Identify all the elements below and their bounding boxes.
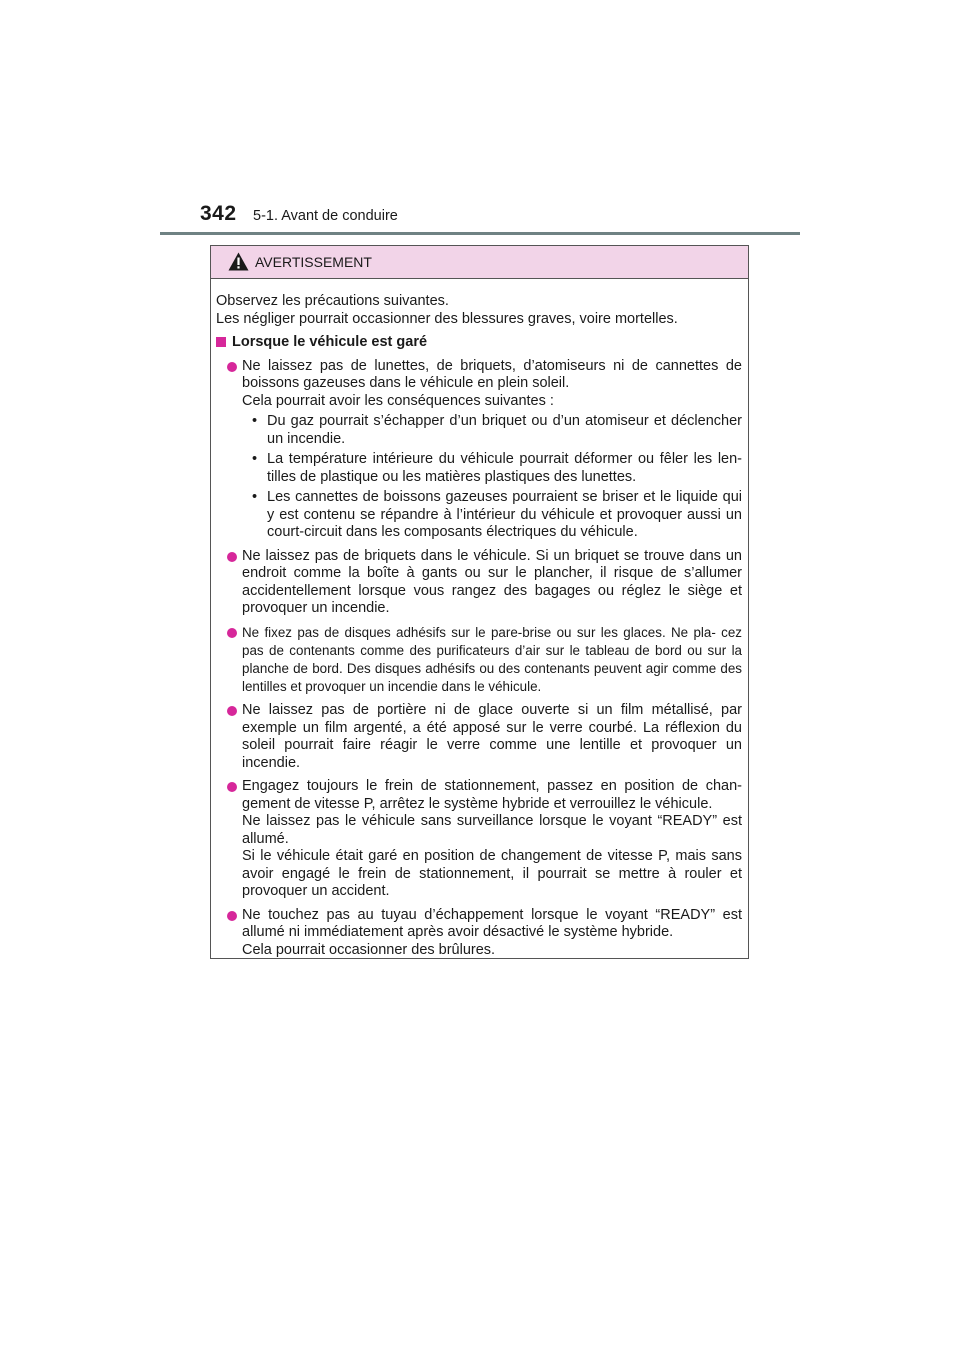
warning-bullet (216, 624, 742, 697)
sub-item (252, 451, 742, 486)
warning-triangle-icon (228, 252, 249, 271)
section-title: 5-1. Avant de conduire (253, 208, 398, 224)
bullet-paragraph: Ne laissez pas le véhicule sans surveillance lorsque le voyant “READY” est allumé. (242, 813, 742, 847)
warning-body (211, 279, 748, 959)
section-heading (216, 334, 742, 352)
bullet-paragraph: Ne fixez pas de disques adhésifs sur le pare-brise ou sur les glaces. Ne pla- cez pas de contenants comme des purificateurs d’air sur le tableau de bord ou sur la planche de bord. Des disques adhésifs ou des contenants peuvent agir comme des lentilles et provoquer un incendie dans le véhicule. (242, 624, 742, 695)
sub-bullet-icon: • (252, 451, 258, 467)
bullet-paragraph: Engagez toujours le frein de stationnement, passez en position de chan- gement de vitesse P, arrêtez le système hybride et verrouillez le véhicule. (242, 778, 742, 812)
warning-bullet (216, 702, 742, 772)
bullet-paragraph: Ne laissez pas de lunettes, de briquets, d’atomiseurs ni de cannettes de boissons gazeuses dans le véhicule en plein soleil. (242, 357, 742, 391)
sub-item-text: Du gaz pourrait s’échapper d’un briquet ou d’un atomiseur et déclencher un incendie. (267, 413, 742, 447)
warning-bullet (216, 358, 742, 542)
intro-line: Les négliger pourrait occasionner des blessures graves, voire mortelles. (216, 310, 678, 327)
warning-bullet (216, 907, 742, 960)
round-bullet-icon (227, 706, 237, 716)
bullet-paragraph: Ne laissez pas de briquets dans le véhicule. Si un briquet se trouve dans un endroit comme la boîte à gants ou sur le plancher, il risque de s’allumer accidentellement lorsque vous rangez des bagages ou réglez le siège et provoquer un incendie. (242, 547, 742, 616)
warning-intro (216, 293, 742, 328)
bullet-paragraph: Cela pourrait occasionner des brûlures. (242, 941, 496, 958)
warning-box (210, 245, 749, 959)
warning-header (211, 246, 748, 279)
sub-item (252, 489, 742, 542)
warning-bullet (216, 778, 742, 901)
section-heading-text: Lorsque le véhicule est garé (232, 334, 428, 350)
page-number: 342 (200, 202, 237, 225)
sub-item-text: La température intérieure du véhicule pourrait déformer ou fêler les len- tilles de plastique ou les matières plastiques des lunettes. (267, 451, 742, 485)
header-rule (160, 232, 800, 235)
sub-item (252, 413, 742, 448)
sub-list (242, 413, 742, 542)
round-bullet-icon (227, 628, 237, 638)
round-bullet-icon (227, 911, 237, 921)
square-bullet-icon (216, 337, 226, 347)
sub-item-text: Les cannettes de boissons gazeuses pourraient se briser et le liquide qui y est contenu se répandre à l’intérieur du véhicule et provoquer aussi un court-circuit dans les composants électriques du véhicule. (267, 489, 742, 540)
sub-bullet-icon: • (252, 413, 258, 429)
round-bullet-icon (227, 362, 237, 372)
bullet-paragraph: Ne touchez pas au tuyau d’échappement lorsque le voyant “READY” est allumé ni immédiatement après avoir désactivé le système hybride. (242, 906, 742, 941)
sub-bullet-icon: • (252, 489, 258, 505)
intro-line: Observez les précautions suivantes. (216, 293, 449, 309)
round-bullet-icon (227, 782, 237, 792)
warning-title: AVERTISSEMENT (255, 254, 372, 270)
bullet-paragraph: Si le véhicule était garé en position de changement de vitesse P, mais sans avoir engagé le frein de stationnement, il pourrait se mettre à rouler et provoquer un accident. (242, 848, 742, 900)
bullet-paragraph: Ne laissez pas de portière ni de glace ouverte si un film métallisé, par exemple un film argenté, a été apposé sur le verre courbé. La réflexion du soleil pourrait faire réagir le verre comme une lentille et provoquer un incendie. (242, 702, 742, 771)
round-bullet-icon (227, 552, 237, 562)
bullet-paragraph: Cela pourrait avoir les conséquences suivantes : (242, 392, 554, 409)
warning-bullet (216, 548, 742, 618)
